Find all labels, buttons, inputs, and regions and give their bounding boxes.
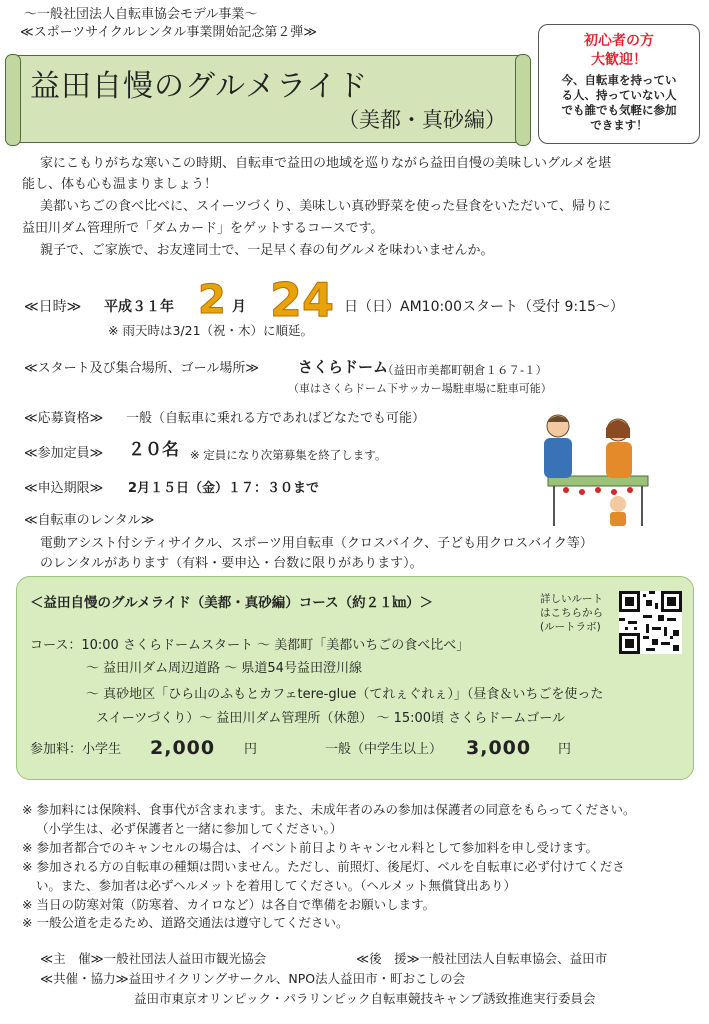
course-route-1: コース：10:00 さくらドームスタート ～ 美都町「美都いちごの食べ比べ」: [30, 638, 470, 653]
qr-caption-2: はこちらから: [540, 607, 603, 619]
fee-label: 参加料：小学生: [30, 742, 122, 757]
scroll-curl-right: [515, 54, 531, 146]
intro-line-4: 益田川ダム管理所で「ダムカード」をゲットするコースです。: [22, 221, 384, 236]
strawberry-picking-illustration: [534, 408, 664, 530]
note-1: ※ 参加料には保険料、食事代が含まれます。また、未成年者のみの参加は保護者の同意をもらってください。: [22, 802, 636, 817]
beginner-welcome-box: [538, 24, 700, 144]
qr-caption-3: (ルートラボ): [540, 621, 601, 633]
place-label: ≪スタート及び集合場所、ゴール場所≫: [24, 361, 259, 376]
page-title: 益田自慢のグルメライド: [30, 69, 369, 104]
date-label: ≪日時≫: [24, 299, 82, 315]
course-route-2: ～ 益田川ダム周辺道路 ～ 県道54号益田澄川線: [86, 661, 362, 676]
fee-adult-value: 3,000: [466, 737, 532, 759]
page-subtitle: （美都・真砂編）: [338, 108, 506, 132]
deadline-label: ≪申込期限≫: [24, 481, 104, 496]
rental-label: ≪自転車のレンタル≫: [24, 513, 155, 528]
course-route-4: スイーツづくり）～ 益田川ダム管理所（休憩） ～ 15:00頃 さくらドームゴール: [96, 711, 565, 726]
sponsor-cooperation: ≪共催・協力≫益田サイクリングサークル、NPO法人益田市・町おこしの会: [40, 971, 466, 986]
header-line-2: ≪スポーツサイクルレンタル事業開始記念第２弾≫: [20, 25, 317, 40]
course-route-3: ～ 真砂地区「ひら山のふもとカフェtere-glue（てれぇぐれぇ）」（昼食＆いちごを使った: [86, 687, 604, 702]
course-heading: ＜益田自慢のグルメライド（美都・真砂編）コース（約２１㎞）＞: [30, 595, 434, 611]
intro-line-5: 親子で、ご家族で、お友達同士で、一足早く春の旬グルメを味わいませんか。: [40, 243, 494, 258]
qualification-value: 一般（自転車に乗れる方であればどなたでも可能）: [126, 411, 426, 426]
intro-line-1: 家にこもりがちな寒いこの時期、自転車で益田の地域を巡りながら益田自慢の美味しいグルメを堪: [40, 156, 612, 171]
note-3: ※ 参加される方の自転車の種類は問いません。ただし、前照灯、後尾灯、ベルを自転車に必ず付けてくださ: [22, 859, 625, 874]
fee-adult-unit: 円: [558, 742, 572, 757]
date-day-number: 24: [270, 273, 335, 327]
qr-caption: [540, 592, 603, 634]
rental-line-2: のレンタルがあります（有料・要申込・台数に限りがあります）。: [40, 556, 423, 571]
place-address: （益田市美都町朝倉１６７-１）: [382, 363, 548, 377]
beginner-text-3: でも誰でも気軽に参加: [561, 103, 677, 117]
date-era: 平成３１年: [104, 299, 174, 315]
fee-adult-label: 一般（中学生以上）: [325, 742, 443, 757]
header-line-1: ～一般社団法人自転車協会モデル事業～: [24, 7, 258, 22]
place-name: さくらドーム: [298, 358, 389, 376]
date-month-unit: 月: [232, 299, 246, 315]
intro-line-3: 美都いちごの食べ比べに、スイーツづくり、美味しい真砂野菜を使った昼食をいただいて、帰りに: [40, 199, 611, 214]
capacity-note: ※ 定員になり次第募集を終了します。: [190, 448, 387, 462]
capacity-label: ≪参加定員≫: [24, 446, 104, 461]
beginner-text-4: できます！: [590, 118, 648, 132]
date-month-number: 2: [198, 277, 226, 323]
rain-note: ※ 雨天時は3/21（祝・木）に順延。: [108, 323, 314, 338]
note-5: ※ 一般公道を走るため、道路交通法は遵守してください。: [22, 915, 349, 930]
beginner-heading-2: 大歓迎！: [591, 52, 647, 68]
sponsor-host: ≪主 催≫一般社団法人益田市観光協会: [40, 951, 267, 966]
intro-line-2: 能し、体も心も温まりましょう！: [22, 177, 218, 192]
fee-child-unit: 円: [244, 742, 258, 757]
date-rest: 日（日）AM10:00スタート（受付 9:15～）: [344, 299, 624, 315]
parking-note: （車はさくらドーム下サッカー場駐車場に駐車可能）: [288, 382, 552, 395]
sponsor-support: ≪後 援≫一般社団法人自転車協会、益田市: [356, 951, 608, 966]
beginner-heading-1: 初心者の方: [584, 33, 654, 49]
fee-child-value: 2,000: [150, 737, 216, 759]
note-1b: （小学生は、必ず保護者と一緒に参加してください。）: [36, 821, 343, 836]
qualification-label: ≪応募資格≫: [24, 411, 104, 426]
scroll-curl-left: [5, 54, 21, 146]
route-qr-code[interactable]: [619, 591, 682, 654]
deadline-value: 2月１５日（金）１７：３０まで: [128, 481, 320, 496]
sponsor-committee: 益田市東京オリンピック・パラリンピック自転車競技キャンプ誘致推進実行委員会: [134, 991, 596, 1006]
beginner-text-2: る人、持っていない人: [561, 88, 677, 102]
rental-line-1: 電動アシスト付シティサイクル、スポーツ用自転車（クロスバイク、子ども用クロスバイク等）: [40, 536, 593, 551]
beginner-text-1: 今、自転車を持ってい: [561, 73, 677, 87]
note-2: ※ 参加者都合でのキャンセルの場合は、イベント前日よりキャンセル料として参加料を申し受けます。: [22, 840, 598, 855]
qr-caption-1: 詳しいルート: [540, 593, 603, 605]
note-3b: い。また、参加者は必ずヘルメットを着用してください。（ヘルメット無償貸出あり）: [36, 878, 517, 893]
capacity-value: ２０名: [128, 440, 179, 460]
note-4: ※ 当日の防寒対策（防寒着、カイロなど）は各自で準備をお願いします。: [22, 897, 436, 912]
